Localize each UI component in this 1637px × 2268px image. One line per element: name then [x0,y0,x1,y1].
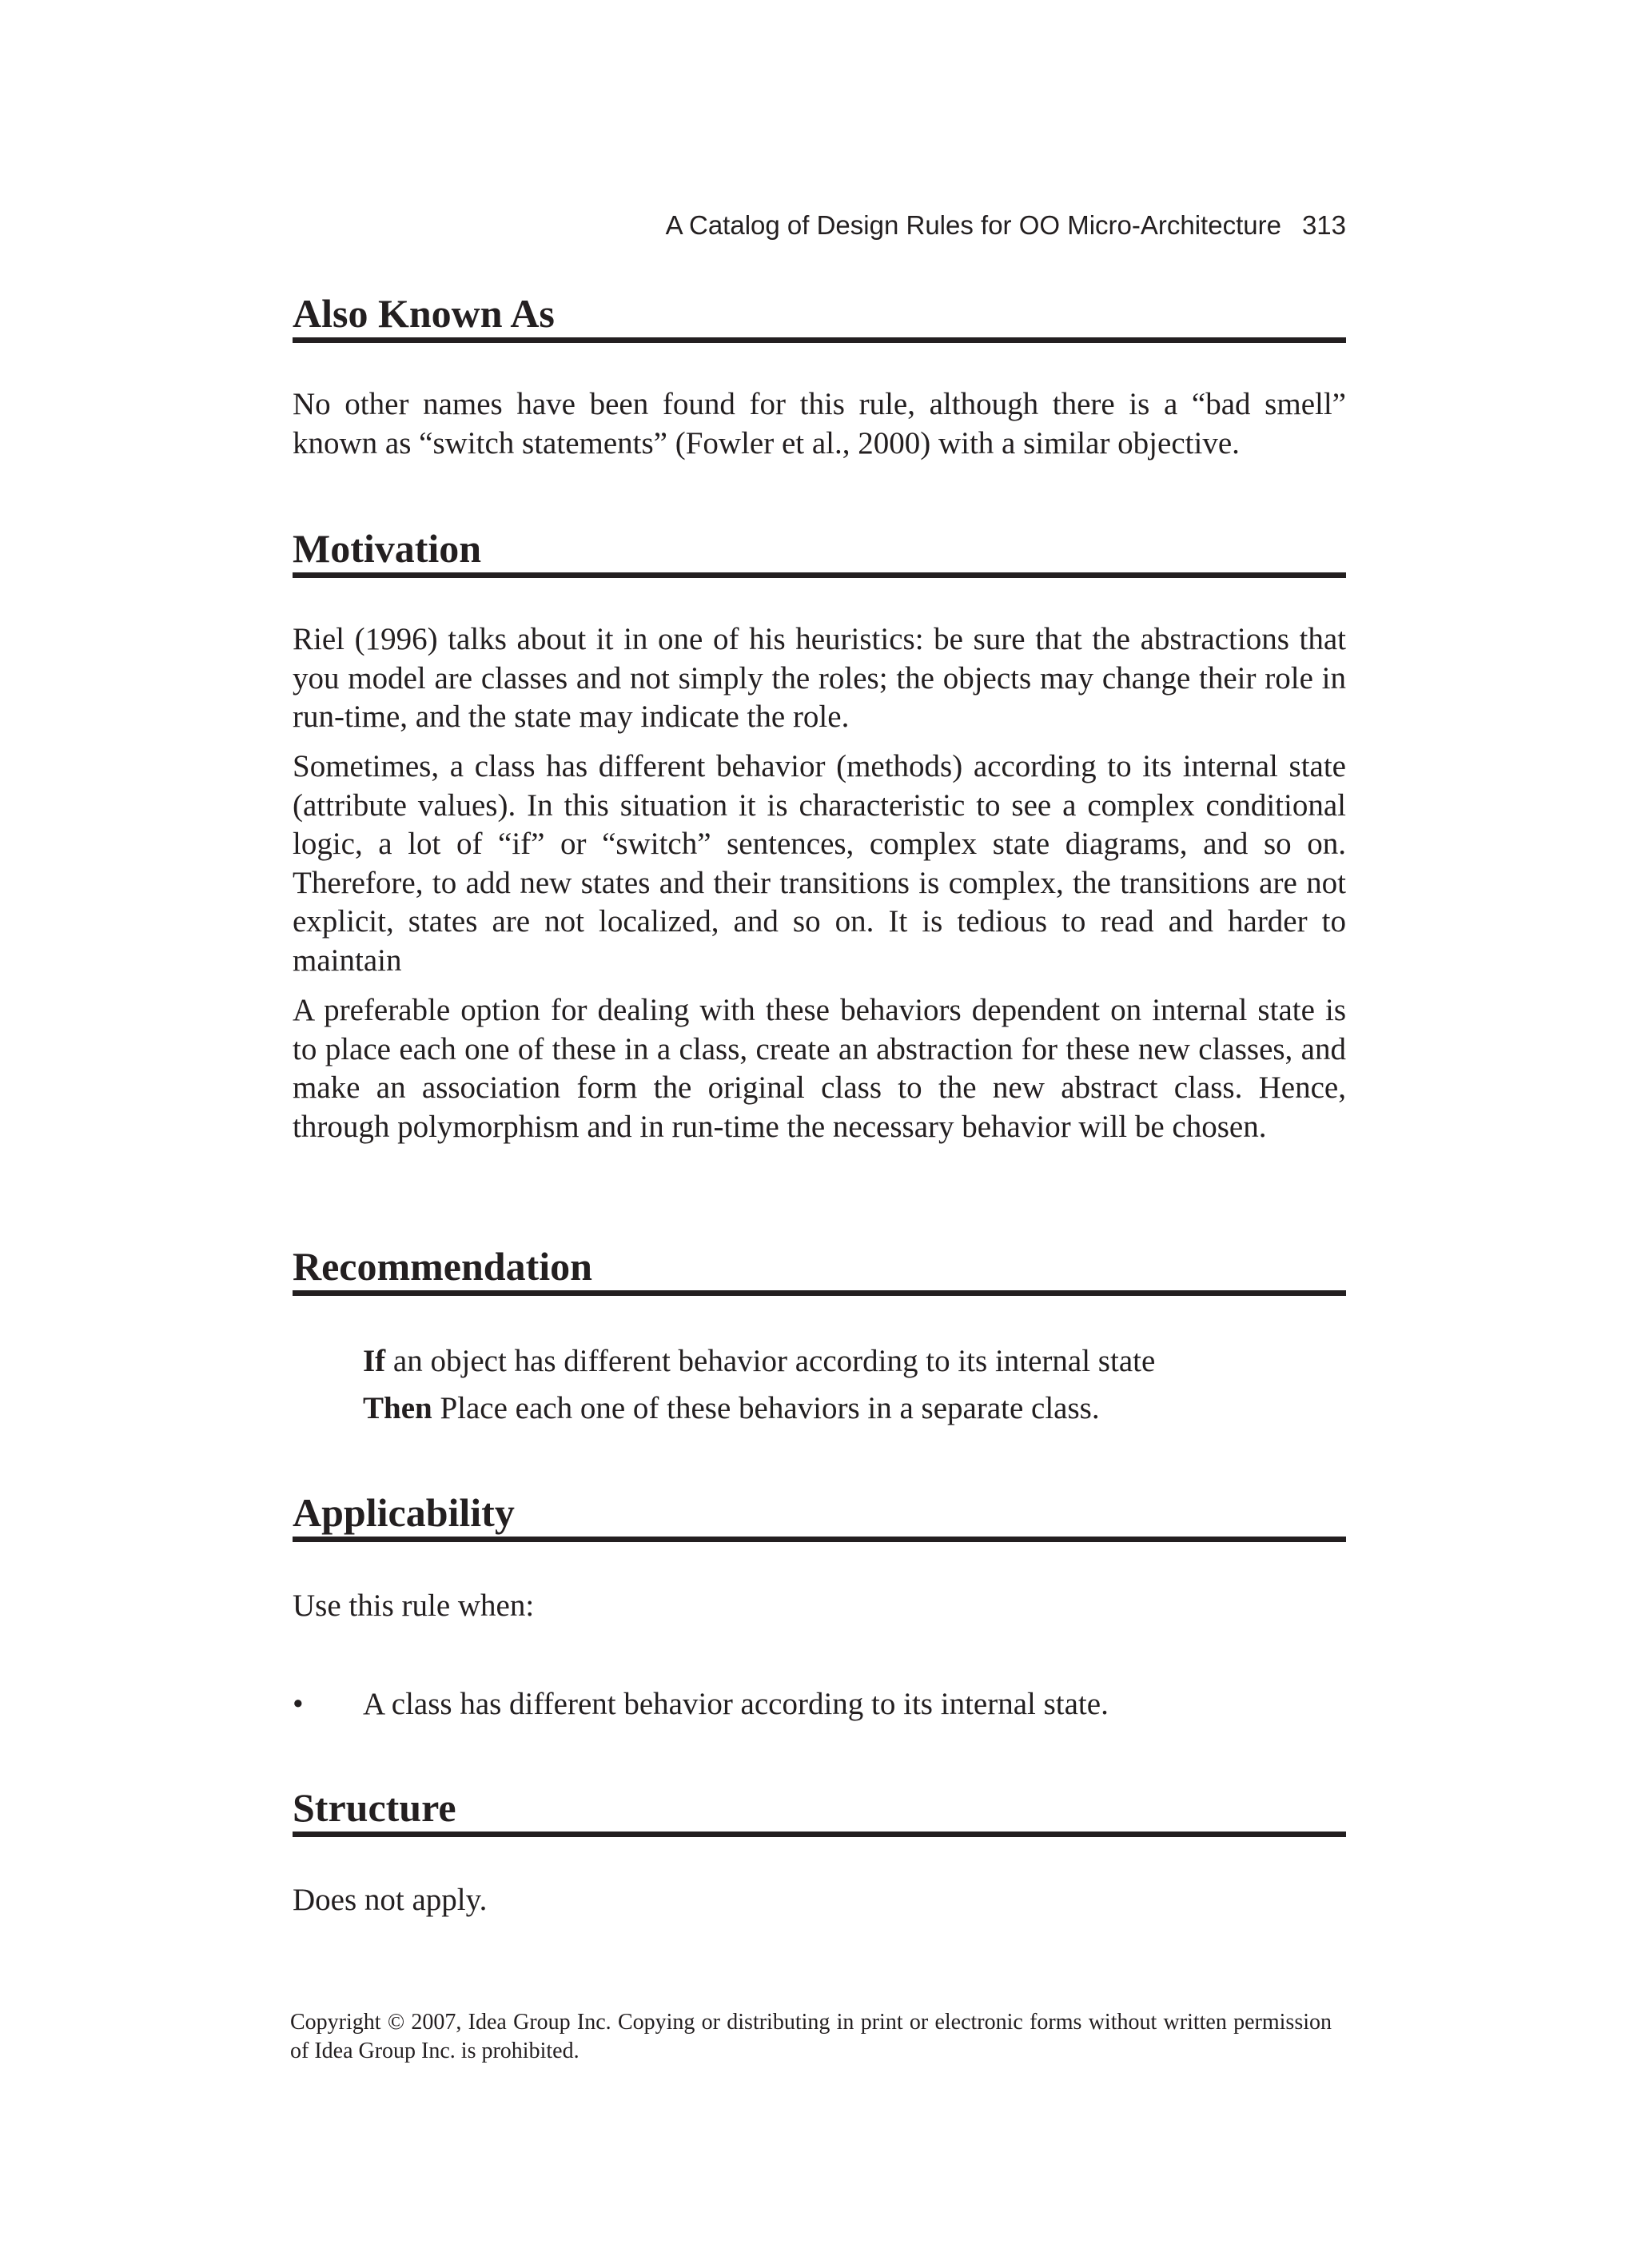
section-recommendation [293,1242,1346,1296]
paragraph-also-known-as: No other names have been found for this rule, although there is a “bad smell” known as “switch statements” (Fowler et al., 2000) with a similar objective. [293,387,1346,460]
copyright-notice: Copyright © 2007, Idea Group Inc. Copying or distributing in print or electronic forms without written permission of Idea Group Inc. is prohibited. [290,2010,1332,2063]
page-number: 313 [1301,210,1346,240]
section-heading-structure: Structure [293,1785,456,1830]
then-action: Place each one of these behaviors in a separate class. [432,1391,1100,1425]
if-condition: an object has different behavior according to its internal state [385,1344,1156,1378]
section-rule [293,337,1346,343]
bullet-text: A class has different behavior according to its internal state. [363,1687,1109,1721]
section-structure [293,1784,1346,1837]
section-rule [293,1537,1346,1542]
paragraph-motivation-1: Riel (1996) talks about it in one of his heuristics: be sure that the abstractions that you model are classes and not simply the roles; the objects may change their role in run-time, and the state may indicate the role. [293,622,1346,734]
applicability-intro: Use this rule when: [293,1588,535,1623]
recommendation-rule [363,1342,1346,1428]
paragraph-motivation-2: Sometimes, a class has different behavior (methods) according to its internal state (attribute values). In this situation it is characteristic to see a complex conditional logic, a lot of “if” or “switch” sentences, complex state diagrams, and so on. Therefore, to add new states and their transitions is complex, the transitions are not explicit, states are not localized, and so on. It is tedious to read and harder to maintain [293,749,1346,978]
bullet-mark: • [293,1687,304,1721]
section-heading-applicability: Applicability [293,1490,515,1535]
running-header [293,206,1346,245]
if-keyword: If [363,1344,386,1378]
recommendation-if-line [363,1342,1346,1381]
running-title: A Catalog of Design Rules for OO Micro-Architecture [665,210,1281,240]
list-item [293,1685,1346,1724]
section-applicability [293,1489,1346,1542]
section-rule [293,572,1346,578]
section-motivation [293,524,1346,578]
section-heading-recommendation: Recommendation [293,1244,592,1289]
recommendation-then-line [363,1389,1346,1428]
section-heading-also-known-as: Also Known As [293,291,555,336]
paragraph-structure: Does not apply. [293,1883,488,1917]
section-rule [293,1290,1346,1296]
paragraph-motivation-3: A preferable option for dealing with these behaviors dependent on internal state is to place each one of these in a class, create an abstraction for these new classes, and make an association form the original class to the new abstract class. Hence, through polymorphism and in run-time the necessary behavior will be chosen. [293,993,1346,1144]
then-keyword: Then [363,1391,432,1425]
section-rule [293,1832,1346,1837]
section-heading-motivation: Motivation [293,526,482,571]
section-also-known-as [293,289,1346,343]
